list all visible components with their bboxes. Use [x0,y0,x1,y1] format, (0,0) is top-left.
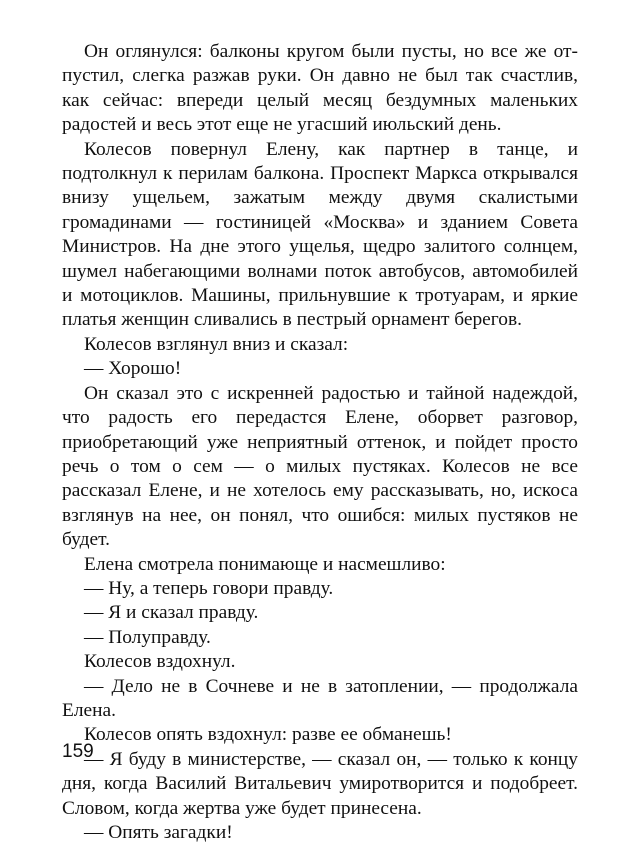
dialogue-line: — Ну, а теперь говори правду. [84,577,334,599]
dialogue-line: — Опять загадки! [84,822,233,843]
paragraph: Колесов вздохнул. [84,651,236,673]
paragraph: Елена смотрела понимающе и насмешливо: [84,553,446,575]
dialogue-line: — Полуправду. [84,626,211,648]
dialogue-line: — Хорошо! [84,358,182,380]
body-text [62,40,578,845]
paragraph: Он сказал это с искренней радостью и тайной надеждой, что радость его передастся Елене, оборвет разговор, приобретающий уже неприятный оттенок, и пойдет просто речь о том о сем — о милых пустяках. Колесов не все рассказал Елене, и не хотелось ему рассказывать, но, искоса взглянув на нее, он понял, что ошибся: милых пустяков не будет. [62,382,578,551]
paragraph: Колесов опять вздохнул: разве ее обманешь! [84,724,452,746]
dialogue-line: — Я буду в министерстве, — сказал он, — только к концу дня, когда Василий Витальевич умиротворится и подобреет. Словом, когда жертва уже будет принесена. [62,748,578,819]
paragraph: Он оглянулся: балконы кругом были пусты, но все же отпустил, слегка разжав руки. Он давно не был так счастлив, как сейчас: впереди целый месяц бездумных маленьких радостей и весь этот еще не угасший июльский день. [62,41,578,136]
dialogue-line: — Я и сказал правду. [84,602,259,624]
paragraph: Колесов взглянул вниз и сказал: [84,333,349,355]
dialogue-line: — Дело не в Сочневе и не в затоплении, — продолжала Елена. [62,675,578,721]
paragraph: Колесов повернул Елену, как партнер в танце, и подтолкнул к перилам балкона. Проспект Маркса открывался внизу ущельем, зажатым между двумя скалистыми громадинами — гостиницей «Москва» и зданием Совета Министров. На дне этого ущелья, щедро залитого солнцем, шумел набегающими волнами поток автобусов, автомобилей и мотоциклов. Машины, прильнувшие к тротуарам, и яркие платья женщин сливались в пестрый орнамент берегов. [62,138,578,331]
page-number: 159 [62,741,94,762]
